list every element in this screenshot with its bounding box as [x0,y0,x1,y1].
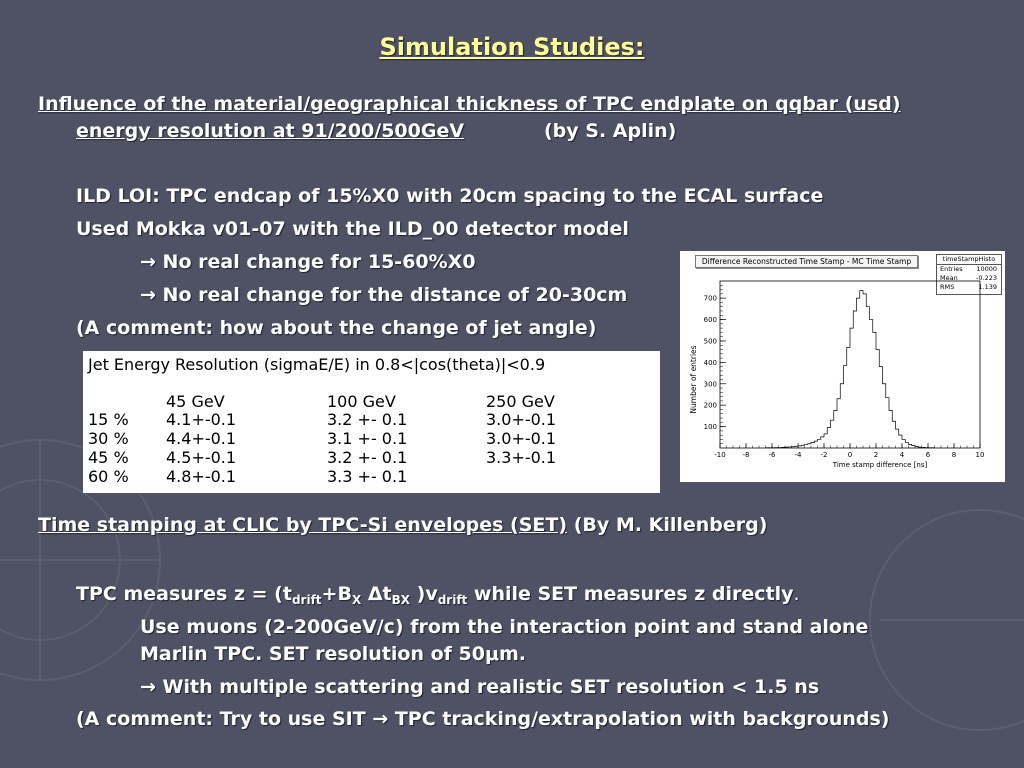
histogram-bar [818,439,821,448]
table-cell: 3.3 +- 0.1 [327,467,408,486]
histogram-bar [837,399,840,448]
table-cell: 3.2 +- 0.1 [327,410,408,429]
histogram-bar [850,328,853,448]
tpc-suffix: while SET measures z directly [467,583,794,605]
table-cell: 3.0+-0.1 [486,429,557,448]
x-tick-label: -10 [714,451,726,459]
table-cell: 3.0+-0.1 [486,410,557,429]
histogram-bar [899,435,902,448]
x-tick-label: -4 [794,451,802,459]
histogram-title: Difference Reconstructed Time Stamp - MC Time Stamp [695,255,918,268]
y-tick-label: 700 [703,294,717,303]
stats-mean-value: -0.223 [976,274,997,282]
table-cell: 3.3+-0.1 [486,448,557,467]
table-header: 45 GeV [166,392,225,411]
x-tick-label: -6 [768,451,776,459]
histogram-bar [821,437,824,448]
resolution-table [83,351,660,493]
histogram-bar [827,428,830,448]
y-tick-label: 100 [703,423,717,432]
histogram-bar [883,384,886,448]
histogram-bar [905,442,908,448]
arrow-icon: → [140,251,156,273]
stats-rms-value: 1.139 [978,283,997,291]
histogram-bar [853,311,856,448]
table-cell: 30 % [88,429,129,448]
histogram-plot [680,251,1005,482]
table-cell: 3.1 +- 0.1 [327,429,408,448]
stats-entries-value: 10000 [976,265,997,273]
table-header: 100 GeV [327,392,396,411]
x-tick-label: 10 [975,451,985,459]
histogram-bar [886,398,889,448]
histogram-bar [912,446,915,448]
mokka-line: Used Mokka v01-07 with the ILD_00 detector model [76,218,629,240]
histogram-bar [889,411,892,448]
histogram-bar [873,332,876,448]
histogram-bar [863,294,866,448]
y-axis-label: Number of entries [689,345,698,414]
sub-x: X [351,593,362,607]
section1-heading-line1: Influence of the material/geographical thickness of TPC endplate on qqbar (usd) [38,93,901,115]
sit-comment-pre: (A comment: Try to use SIT [76,708,373,730]
sit-comment-line [76,707,890,731]
x-tick-label: 6 [925,451,931,459]
histogram-bar [902,439,905,448]
histogram-bar [922,447,925,448]
histogram-bar [866,307,869,448]
table-cell: 4.8+-0.1 [166,467,237,486]
muon-line-1: Use muons (2-200GeV/c) from the interaction point and stand alone [140,616,869,638]
arrow-line-2 [140,283,627,307]
histogram-bar [801,445,804,448]
close-v: )v [410,583,438,605]
y-tick-label: 500 [703,337,717,346]
histogram-bar [795,446,798,448]
tpc-measure-line [76,582,800,606]
histogram-bar [808,444,811,448]
x-tick-label: 4 [899,451,905,459]
table-cell: 4.4+-0.1 [166,429,237,448]
ild-loi-line: ILD LOI: TPC endcap of 15%X0 with 20cm spacing to the ECAL surface [76,185,824,207]
y-tick-label: 400 [703,358,717,367]
table-cell: 4.5+-0.1 [166,448,237,467]
histogram-bar [909,444,912,448]
stats-mean-label: Mean [940,274,958,282]
histogram-bar [785,447,788,448]
arrow-line-3 [140,675,819,699]
stats-rms-label: RMS [940,283,955,291]
table-header: 250 GeV [486,392,555,411]
section2-author: (By M. Killenberg) [573,514,768,536]
histogram-bar [782,447,785,448]
sub-drift-2: drift [437,593,468,607]
y-tick-label: 300 [703,380,717,389]
table-cell: 60 % [88,467,129,486]
x-tick-label: 0 [847,451,853,459]
histogram-bar [834,411,837,448]
histogram-bar [879,367,882,448]
histogram-bar [896,429,899,448]
histogram-bar [840,384,843,448]
tpc-period: . [793,583,800,605]
muon-line-2: Marlin TPC. SET resolution of 50μm. [140,643,526,665]
section2-heading-line [38,513,767,537]
arrow-line-2-text: No real change for the distance of 20-30cm [162,284,628,306]
histogram-bar [805,445,808,448]
x-tick-label: 8 [951,451,957,459]
table-cell: 3.2 +- 0.1 [327,448,408,467]
section1-author: (by S. Aplin) [544,120,677,142]
x-tick-label: 2 [873,451,879,459]
histogram-bar [892,421,895,448]
table-title: Jet Energy Resolution (sigmaE/E) in 0.8<|cos(theta)|<0.9 [88,355,546,374]
histogram-bar [860,291,863,448]
histogram-bar [857,298,860,448]
sub-drift: drift [291,593,322,607]
table-cell: 4.1+-0.1 [166,410,237,429]
histogram-bar [876,350,879,448]
sub-bx: BX [391,593,411,607]
section1-heading-line2: energy resolution at 91/200/500GeV [76,120,465,142]
stats-entries-label: Entries [940,265,963,273]
arrow-icon: → [140,284,156,306]
y-tick-label: 200 [703,401,717,410]
x-tick-label: -8 [742,451,750,459]
slide-title: Simulation Studies: [379,33,645,61]
histogram-bar [798,446,801,448]
section2-heading: Time stamping at CLIC by TPC-Si envelopes (SET) [38,514,568,536]
arrow-line-3-text: With multiple scattering and realistic SET resolution < 1.5 ns [162,676,820,698]
histogram-bar [811,443,814,448]
sit-comment-post: TPC tracking/extrapolation with backgrounds) [388,708,890,730]
y-tick-label: 600 [703,316,717,325]
histogram-bar [788,447,791,448]
arrow-icon: → [140,676,156,698]
histogram-bar [814,441,817,448]
histogram-bar [847,347,850,448]
plus-b: +B [321,583,352,605]
table-cell: 45 % [88,448,129,467]
arrow-line-1-text: No real change for 15-60%X0 [162,251,476,273]
tpc-prefix: TPC measures z = (t [76,583,292,605]
arrow-icon: → [372,708,389,730]
histogram-bar [792,447,795,448]
time-stamp-histogram [680,251,1005,482]
histogram-bar [918,447,921,448]
x-axis-label: Time stamp difference [ns] [832,461,928,469]
histogram-bar [831,420,834,448]
delta-t: Δt [361,583,392,605]
x-tick-label: -2 [820,451,828,459]
histogram-bar [824,434,827,448]
arrow-line-1 [140,250,476,274]
histogram-bar [844,366,847,448]
histogram-bar [915,447,918,448]
histogram-bar [870,320,873,448]
jet-angle-comment: (A comment: how about the change of jet angle) [76,317,597,339]
table-cell: 15 % [88,410,129,429]
stats-name: timeStampHisto [937,255,1001,265]
